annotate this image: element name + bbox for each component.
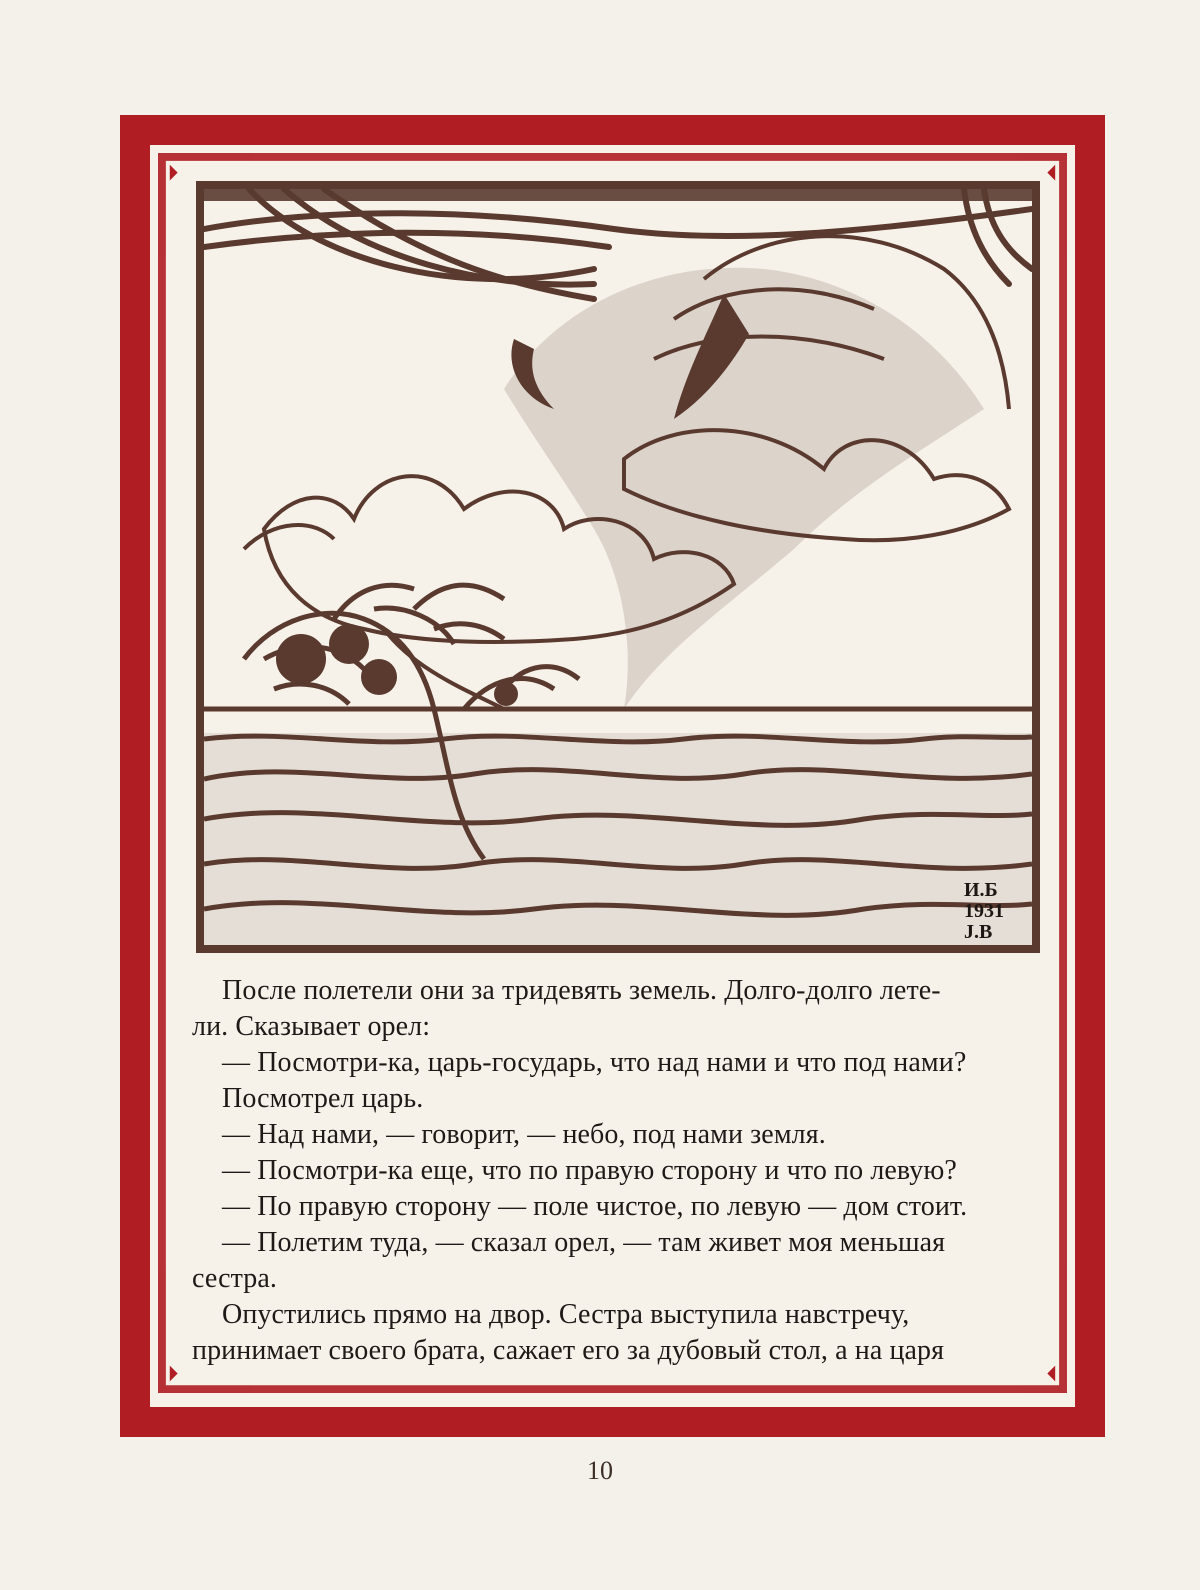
illustration-svg [204,189,1032,945]
text-line-7: — По правую сторону — поле чистое, по левую — дом стоит. [222,1191,968,1222]
text-line-1: После полетели они за тридевять земель. Долго-долго лете- [222,975,941,1006]
page-number: 10 [587,1456,613,1485]
border-strip-right [1077,123,1097,1429]
signature-line-3: J.B [964,921,993,943]
signature-line-1: И.Б [964,879,998,901]
border-strip-left [128,123,148,1429]
text-line-2: ли. Сказывает орел: [192,1011,431,1042]
text-line-5: — Над нами, — говорит, — небо, под нами земля. [222,1119,826,1150]
text-line-11: принимает своего брата, сажает его за дубовый стол, а на царя [192,1335,945,1366]
signature-line-2: 1931 [964,900,1004,922]
text-line-9: сестра. [192,1263,278,1294]
text-line-3: — Посмотри-ка, царь-государь, что над нами и что под нами? [222,1047,967,1078]
border-strip-bottom [128,1409,1097,1429]
text-line-4: Посмотрел царь. [222,1083,424,1114]
eagle-and-tsar-illustration [196,181,1040,953]
story-text [192,973,1038,1369]
text-line-10: Опустились прямо на двор. Сестра выступила навстречу, [222,1299,910,1330]
text-line-8: — Полетим туда, — сказал орел, — там живет моя меньшая [222,1227,946,1258]
border-strip-top [128,123,1097,143]
text-line-6: — Посмотри-ка еще, что по правую сторону и что по левую? [222,1155,957,1186]
